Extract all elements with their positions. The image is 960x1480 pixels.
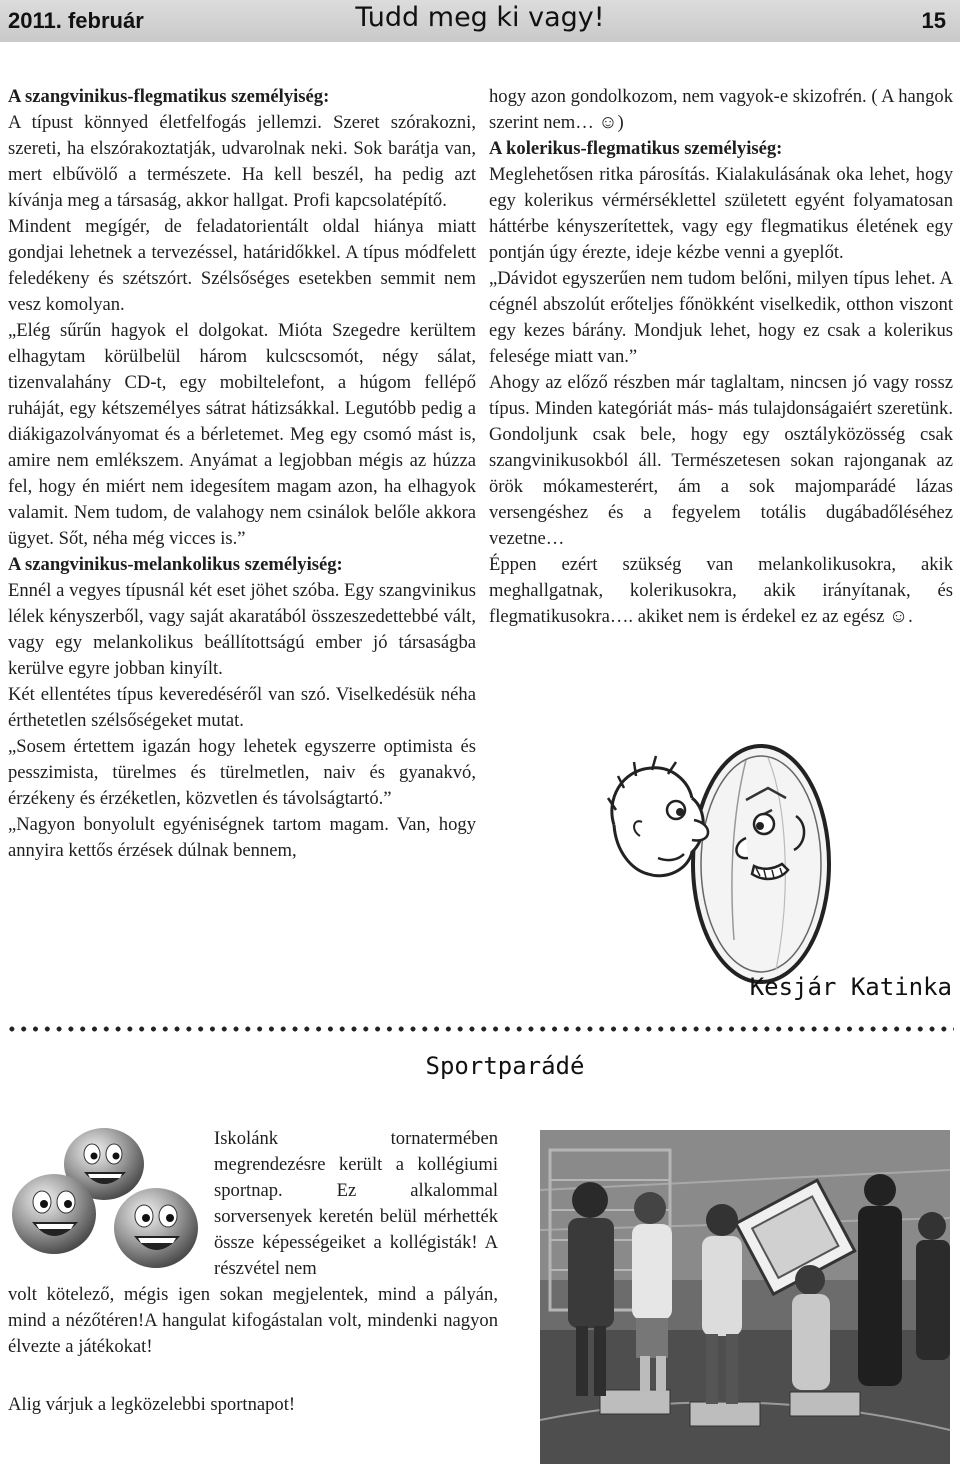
right-column: [489, 84, 953, 630]
paragraph: Ahogy az előző részben már taglaltam, nincsen jó vagy rossz típus. Minden kategóriát más- más tulajdonságaiért szeretünk. Gondoljunk csak bele, hogy egy osztályközösség csak szangvinikusokból áll. Természetesen sokan rajonganak az örök mókamesterért, ám a sok majomparádé lázas versengéshez és a fegyelem totális dugábadőléséhez vezetne…: [489, 372, 953, 549]
dotted-divider: [6, 1024, 954, 1034]
page-header: [0, 0, 960, 42]
left-column: [8, 84, 476, 864]
sports-day-photo: [540, 1130, 950, 1464]
smiley-face-right: [114, 1188, 198, 1268]
paragraph: Mindent megígér, de feladatorientált oldal hiánya miatt gondjai lehetnek a tervezéssel, határidőkkel. A típus módfelett feledékeny és szétszórt. Szélsőséges esetekben semmit nem vesz komolyan.: [8, 216, 476, 315]
sport-intro: [214, 1126, 498, 1282]
quote-paragraph: „Dávidot egyszerűen nem tudom belőni, milyen típus lehet. A cégnél abszolút erőteljes főnökként viselkedik, otthon viszont egy kezes bárány. Mondjuk lehet, hogy ez csak a kolerikus felesége miatt van.”: [489, 268, 953, 367]
quote-paragraph: „Nagyon bonyolult egyéniségnek tartom magam. Van, hogy annyira kettős érzések dúlnak bennem,: [8, 814, 476, 861]
paragraph: Ennél a vegyes típusnál két eset jöhet szóba. Egy szangvinikus lélek kényszerből, vagy saját akaratából összeszedettebbé vált, vagy egy melankolikus beállítottságú ember jó társaságba kerülve egyre jobban kinyílt.: [8, 580, 476, 679]
paragraph: volt kötelező, mégis igen sokan megjelentek, mind a pályán, mind a nézőtéren!A hangulat kifogástalan volt, mindenki nagyon élvezte a játékokat!: [8, 1284, 498, 1357]
paragraph: Két ellentétes típus keveredéséről van szó. Viselkedésük néha érthetetlen szélsőségeket mutat.: [8, 684, 476, 731]
issue-date: 2011. február: [8, 8, 144, 33]
smiley-faces-illustration: [8, 1126, 204, 1270]
column-title: Tudd meg ki vagy!: [355, 2, 605, 33]
page-number: 15: [921, 8, 946, 33]
paragraph: Meglehetősen ritka párosítás. Kialakulásának oka lehet, hogy egy kolerikus vérmérséklettel született egyént folyamatosan háttérbe kényszerítettek, vagy egy flegmatikus életének egy pontján úgy érezte, ideje kézbe venni a gyeplőt.: [489, 164, 953, 263]
heading-sanguine-melancholic: A szangvinikus-melankolikus személyiség:: [8, 554, 343, 575]
sport-body: [8, 1282, 498, 1360]
smiley-face-left: [12, 1174, 96, 1254]
paragraph: Éppen ezért szükség van melankolikusokra, akik meghallgatnak, kolerikusokra, akik irányítanak, és flegmatikusokra…. akiket nem is érdekel ez az egész ☺.: [489, 554, 953, 627]
author-signature: Kesjár Katinka: [749, 973, 952, 1001]
heading-sanguine-phlegmatic: A szangvinikus-flegmatikus személyiség:: [8, 86, 330, 107]
paragraph: A típust könnyed életfelfogás jellemzi. Szeret szórakozni, szereti, ha elszórakoztatják, udvarolnak neki. Sok barátja van, mert elbűvölő a természete. Ha kell beszél, ha pedig azt kívánja meg a társaság, akkor hallgat. Profi kapcsolatépítő.: [8, 112, 476, 211]
quote-paragraph: „Sosem értettem igazán hogy lehetek egyszerre optimista és pesszimista, türelmes és türelmetlen, naiv és gyanakvó, érzékeny és érzéketlen, közvetlen és távolságtartó.”: [8, 736, 476, 809]
paragraph: hogy azon gondolkozom, nem vagyok-e skizofrén. ( A hangok szerint nem… ☺): [489, 86, 953, 133]
quote-paragraph: „Elég sűrűn hagyok el dolgokat. Mióta Szegedre kerültem elhagytam körülbelül három kulcscsomót, négy sálat, tizenvalahány CD-t, egy mobiltelefont, a húgom fellépő ruháját, egy kétszemélyes sátrat hátizsákkal. Legutóbb pedig a diákigazolványomat és a bérletemet. Meg egy csomó mást is, amire nem emlékszem. Anyámat a legjobban mégis az húzza fel, hogy én miért nem idegesítem magam azon, ha elhagyok valamit. Nem tudom, de valahogy nem csinálok belőle akkora ügyet. Sőt, néha még vicces is.”: [8, 320, 476, 549]
sport-closing-line: Alig várjuk a legközelebbi sportnapot!: [8, 1394, 296, 1415]
paragraph: Iskolánk tornatermében megrendezésre került a kollégiumi sportnap. Ez alkalommal sorversenyek keretén belül mérhették össze képességeiket a kollégisták! A részvétel nem: [214, 1128, 498, 1279]
heading-choleric-phlegmatic: A kolerikus-flegmatikus személyiség:: [489, 138, 783, 159]
mirror-illustration: [596, 740, 836, 988]
section-title: Sportparádé: [425, 1052, 585, 1080]
